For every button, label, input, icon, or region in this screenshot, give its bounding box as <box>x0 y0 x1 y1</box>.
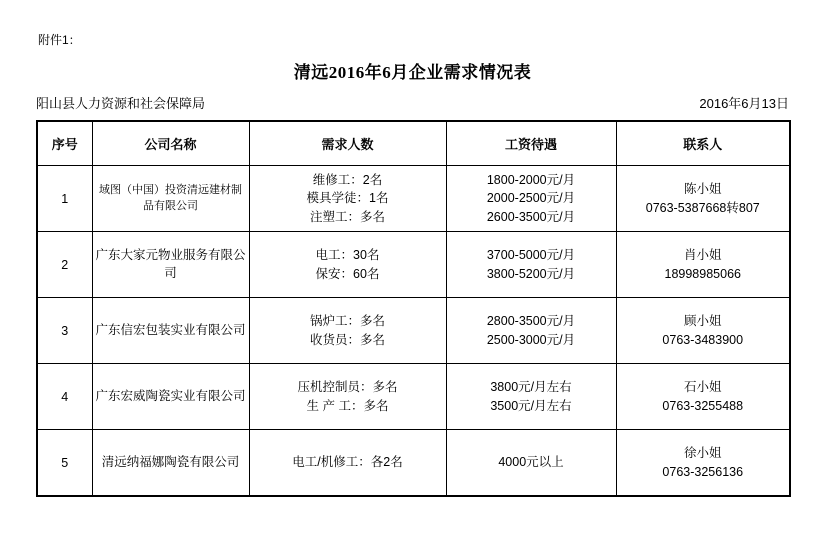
page-title: 清远2016年6月企业需求情况表 <box>293 63 532 82</box>
cell-contact-person <box>616 298 790 364</box>
cell-line: 2000-2500元/月 <box>486 191 576 206</box>
cell-serial-number: 3 <box>37 298 92 364</box>
header-contact-person: 联系人 <box>616 121 790 166</box>
table-row <box>37 430 790 497</box>
header-serial-number: 序号 <box>37 121 92 166</box>
table-header-row <box>37 121 790 166</box>
cell-salary <box>446 298 616 364</box>
cell-demand-count <box>249 298 446 364</box>
header-salary: 工资待遇 <box>446 121 616 166</box>
cell-line: 收货员：多名 <box>309 332 385 347</box>
cell-line: 0763-3255488 <box>662 398 744 413</box>
cell-demand-count <box>249 430 446 497</box>
cell-company-name <box>92 166 249 232</box>
cell-line: 注塑工：多名 <box>309 209 385 224</box>
cell-line: 3800元/月左右 <box>490 380 572 395</box>
meta-row <box>36 93 789 112</box>
cell-company-name <box>92 298 249 364</box>
cell-line: 3800-5200元/月 <box>486 266 576 281</box>
cell-line: 3500元/月左右 <box>490 398 572 413</box>
company-name: 广东宏威陶瓷实业有限公司 <box>95 388 246 403</box>
company-name: 广东大家元物业服务有限公司 <box>95 248 246 280</box>
cell-line: 徐小姐 <box>683 446 722 461</box>
table-row <box>37 166 790 232</box>
cell-contact-person <box>616 364 790 430</box>
company-name: 广东信宏包装实业有限公司 <box>95 322 246 337</box>
cell-line: 2800-3500元/月 <box>486 314 576 329</box>
cell-serial-number: 1 <box>37 166 92 232</box>
cell-line: 肖小姐 <box>683 248 722 263</box>
cell-company-name <box>92 364 249 430</box>
cell-line: 陈小姐 <box>683 182 722 197</box>
cell-line: 0763-3256136 <box>662 464 744 479</box>
cell-line: 电工：30名 <box>315 248 380 263</box>
table-row <box>37 364 790 430</box>
cell-salary <box>446 364 616 430</box>
cell-line: 维修工：2名 <box>312 173 383 188</box>
document-date: 2016年6月13日 <box>699 96 789 111</box>
cell-salary <box>446 166 616 232</box>
cell-demand-count <box>249 364 446 430</box>
issuer-name: 阳山县人力资源和社会保障局 <box>36 96 206 111</box>
cell-line: 保安：60名 <box>315 266 380 281</box>
enterprise-demand-table <box>36 120 791 497</box>
table-row <box>37 298 790 364</box>
cell-line: 18998985066 <box>664 266 741 281</box>
header-demand-count: 需求人数 <box>249 121 446 166</box>
cell-line: 0763-3483900 <box>662 332 744 347</box>
cell-line: 电工/机修工：各2名 <box>292 455 403 470</box>
cell-line: 顾小姐 <box>683 314 722 329</box>
cell-line: 模具学徒：1名 <box>306 191 389 206</box>
table-row <box>37 232 790 298</box>
cell-line: 石小姐 <box>683 380 722 395</box>
attachment-label: 附件1： <box>38 33 81 47</box>
cell-line: 1800-2000元/月 <box>486 173 576 188</box>
cell-contact-person <box>616 166 790 232</box>
cell-demand-count <box>249 232 446 298</box>
cell-line: 压机控制员：多名 <box>297 380 398 395</box>
cell-contact-person <box>616 430 790 497</box>
company-name: 域图（中国）投资清远建材制品有限公司 <box>99 184 242 212</box>
cell-contact-person <box>616 232 790 298</box>
cell-line: 2500-3000元/月 <box>486 332 576 347</box>
cell-line: 锅炉工：多名 <box>309 314 385 329</box>
cell-serial-number: 5 <box>37 430 92 497</box>
cell-line: 4000元以上 <box>498 455 564 470</box>
cell-line: 2600-3500元/月 <box>486 209 576 224</box>
cell-serial-number: 2 <box>37 232 92 298</box>
cell-line: 0763-5387668转807 <box>645 200 760 215</box>
header-company-name: 公司名称 <box>92 121 249 166</box>
cell-salary <box>446 232 616 298</box>
cell-company-name <box>92 232 249 298</box>
cell-company-name <box>92 430 249 497</box>
cell-demand-count <box>249 166 446 232</box>
cell-salary <box>446 430 616 497</box>
cell-serial-number: 4 <box>37 364 92 430</box>
cell-line: 生 产 工：多名 <box>306 398 389 413</box>
company-name: 清远纳福娜陶瓷有限公司 <box>101 454 240 469</box>
cell-line: 3700-5000元/月 <box>486 248 576 263</box>
